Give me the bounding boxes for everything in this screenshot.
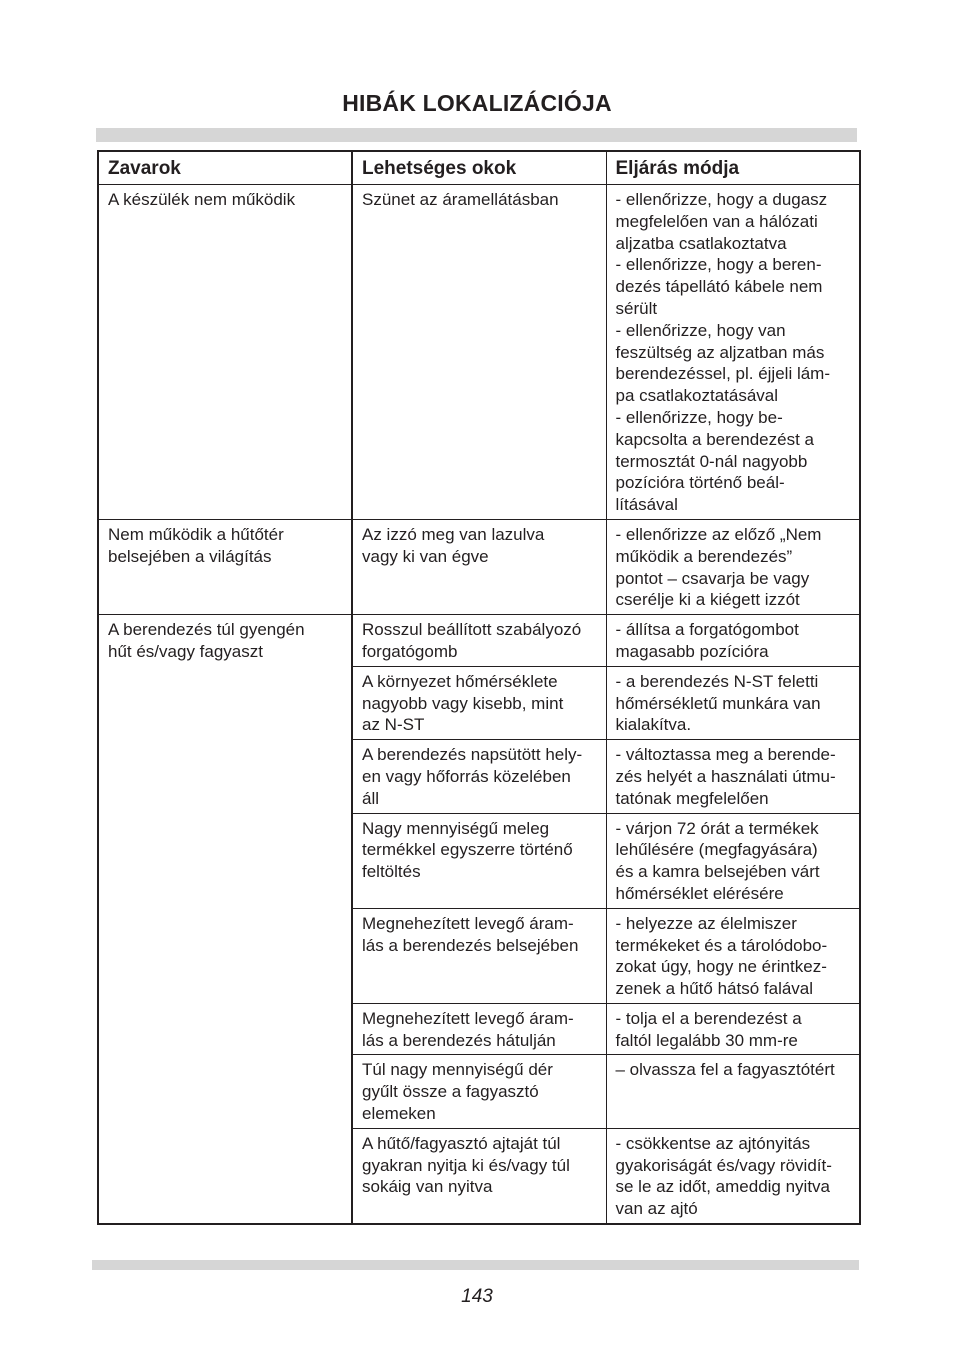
remedy-cell-line: termosztát 0-nál nagyobb bbox=[615, 451, 808, 471]
remedy-cell-line: - ellenőrizze az előző „Nem bbox=[615, 524, 822, 544]
remedy-cell-line: megfelelően van a hálózati bbox=[615, 211, 818, 231]
cause-cell bbox=[352, 1003, 606, 1055]
remedy-cell bbox=[606, 1003, 860, 1055]
cause-cell-line: az N-ST bbox=[362, 715, 425, 735]
remedy-cell-line: sérült bbox=[615, 298, 658, 318]
remedy-cell-line: - ellenőrizze, hogy be- bbox=[615, 407, 783, 427]
symptom-cell-line: belsejében a világítás bbox=[108, 546, 272, 566]
remedy-cell-line: tatónak megfelelően bbox=[615, 788, 769, 808]
remedy-cell-line: - helyezze az élelmiszer bbox=[615, 913, 797, 933]
cause-cell-line: gyakran nyitja ki és/vagy túl bbox=[362, 1155, 570, 1175]
remedy-cell bbox=[606, 740, 860, 813]
cause-cell-line: nagyobb vagy kisebb, mint bbox=[362, 693, 564, 713]
table-header-row bbox=[98, 151, 860, 185]
cause-cell-line: forgatógomb bbox=[362, 641, 458, 661]
cause-cell-line: A környezet hőmérséklete bbox=[362, 671, 558, 691]
remedy-cell-line: – olvassza fel a fagyasztótért bbox=[615, 1060, 835, 1080]
cause-cell bbox=[352, 519, 606, 614]
remedy-cell-line: termékeket és a tárolódobo- bbox=[615, 935, 828, 955]
bottom-divider-bar bbox=[92, 1260, 859, 1270]
remedy-cell bbox=[606, 666, 860, 739]
cause-cell-line: Rosszul beállított szabályozó bbox=[362, 620, 582, 640]
remedy-cell-line: pa csatlakoztatásával bbox=[615, 386, 779, 406]
remedy-cell-line: zenek a hűtő hátsó falával bbox=[615, 979, 814, 999]
cause-cell bbox=[352, 1128, 606, 1224]
remedy-cell bbox=[606, 615, 860, 667]
cause-cell bbox=[352, 813, 606, 908]
remedy-cell-line: - ellenőrizze, hogy a dugasz bbox=[615, 190, 828, 209]
remedy-cell-line: pontot – csavarja be vagy bbox=[615, 568, 810, 588]
cause-cell-line: en vagy hőforrás közelében bbox=[362, 766, 571, 786]
cause-cell-line: Megnehezített levegő áram- bbox=[362, 913, 574, 933]
symptom-cell-line: A berendezés túl gyengén bbox=[108, 620, 305, 640]
remedy-cell-line: és a kamra belsejében várt bbox=[615, 862, 820, 882]
table-row bbox=[98, 185, 860, 520]
remedy-cell-line: - a berendezés N-ST feletti bbox=[615, 671, 819, 691]
top-divider-bar bbox=[96, 128, 857, 142]
cause-cell-line: Az izzó meg van lazulva bbox=[362, 524, 545, 544]
table-row bbox=[98, 519, 860, 614]
cause-cell bbox=[352, 666, 606, 739]
page-title: HIBÁK LOKALIZÁCIÓJA bbox=[342, 90, 612, 116]
remedy-cell-line: dezés tápellátó kábele nem bbox=[615, 277, 823, 297]
cause-cell-line: áll bbox=[362, 788, 380, 808]
symptom-cell-line: Nem működik a hűtőtér bbox=[108, 524, 284, 544]
remedy-cell-line: működik a berendezés” bbox=[615, 546, 793, 566]
remedy-cell-line: hőmérsékletű munkára van bbox=[615, 693, 821, 713]
cause-cell bbox=[352, 615, 606, 667]
header-symptoms: Zavarok bbox=[98, 151, 352, 185]
table-row bbox=[98, 615, 860, 667]
cause-cell-line: sokáig van nyitva bbox=[362, 1177, 493, 1197]
remedy-cell-line: kapcsolta a berendezést a bbox=[615, 429, 814, 449]
remedy-cell-line: zokat úgy, hogy ne érintkez- bbox=[615, 957, 827, 977]
remedy-cell bbox=[606, 185, 860, 520]
remedy-cell-line: gyakoriságát és/vagy rövidít- bbox=[615, 1155, 832, 1175]
remedy-cell-line: lításával bbox=[615, 495, 678, 515]
page-number: 143 bbox=[461, 1286, 493, 1307]
remedy-cell-line: van az ajtó bbox=[615, 1199, 698, 1219]
remedy-cell-line: - csökkentse az ajtónyitás bbox=[615, 1133, 811, 1153]
header-remedy: Eljárás módja bbox=[606, 151, 860, 185]
table-body bbox=[98, 185, 860, 1225]
remedy-cell bbox=[606, 908, 860, 1003]
cause-cell-line: vagy ki van égve bbox=[362, 546, 489, 566]
cause-cell-line: gyűlt össze a fagyasztó bbox=[362, 1082, 539, 1102]
remedy-cell-line: pozícióra történő beál- bbox=[615, 473, 785, 493]
remedy-cell-line: zés helyét a használati útmu- bbox=[615, 766, 836, 786]
remedy-cell-line: - állítsa a forgatógombot bbox=[615, 620, 799, 640]
remedy-cell bbox=[606, 813, 860, 908]
remedy-cell-line: - várjon 72 órát a termékek bbox=[615, 818, 819, 838]
remedy-cell bbox=[606, 519, 860, 614]
remedy-cell-line: kialakítva. bbox=[615, 715, 692, 735]
remedy-cell-line: - ellenőrizze, hogy a beren- bbox=[615, 255, 822, 275]
symptom-cell bbox=[98, 185, 352, 520]
header-possible-causes: Lehetséges okok bbox=[352, 151, 606, 185]
cause-cell-line: termékkel egyszerre történő bbox=[362, 840, 573, 860]
cause-cell-line: Túl nagy mennyiségű dér bbox=[362, 1060, 553, 1080]
cause-cell-line: Megnehezített levegő áram- bbox=[362, 1008, 574, 1028]
remedy-cell bbox=[606, 1055, 860, 1128]
remedy-cell-line: aljzatba csatlakoztatva bbox=[615, 233, 787, 253]
remedy-cell-line: hőmérséklet elérésére bbox=[615, 883, 784, 903]
remedy-cell bbox=[606, 1128, 860, 1224]
remedy-cell-line: - változtassa meg a berende- bbox=[615, 745, 836, 765]
cause-cell bbox=[352, 185, 606, 520]
cause-cell-line: A hűtő/fagyasztó ajtaját túl bbox=[362, 1133, 561, 1153]
remedy-cell-line: lehűlésére (megfagyására) bbox=[615, 840, 818, 860]
cause-cell-line: elemeken bbox=[362, 1104, 436, 1124]
cause-cell bbox=[352, 740, 606, 813]
remedy-cell-line: - ellenőrizze, hogy van bbox=[615, 320, 786, 340]
remedy-cell-line: cserélje ki a kiégett izzót bbox=[615, 590, 800, 610]
remedy-cell-line: feszültség az aljzatban más bbox=[615, 342, 825, 362]
cause-cell-line: A berendezés napsütött hely- bbox=[362, 745, 583, 765]
cause-cell-line: lás a berendezés hátulján bbox=[362, 1030, 556, 1050]
cause-cell-line: Nagy mennyiségű meleg bbox=[362, 818, 550, 838]
symptom-cell-line: hűt és/vagy fagyaszt bbox=[108, 641, 263, 661]
symptom-cell-line: A készülék nem működik bbox=[108, 190, 296, 209]
remedy-cell-line: - tolja el a berendezést a bbox=[615, 1008, 802, 1028]
symptom-cell bbox=[98, 615, 352, 1224]
cause-cell bbox=[352, 1055, 606, 1128]
symptom-cell bbox=[98, 519, 352, 614]
remedy-cell-line: se le az időt, ameddig nyitva bbox=[615, 1177, 831, 1197]
remedy-cell-line: faltól legalább 30 mm-re bbox=[615, 1030, 798, 1050]
cause-cell-line: Szünet az áramellátásban bbox=[362, 190, 559, 209]
cause-cell bbox=[352, 908, 606, 1003]
remedy-cell-line: magasabb pozícióra bbox=[615, 641, 769, 661]
remedy-cell-line: berendezéssel, pl. éjjeli lám- bbox=[615, 364, 830, 384]
troubleshooting-table bbox=[97, 150, 861, 1225]
cause-cell-line: feltöltés bbox=[362, 862, 421, 882]
cause-cell-line: lás a berendezés belsejében bbox=[362, 935, 579, 955]
